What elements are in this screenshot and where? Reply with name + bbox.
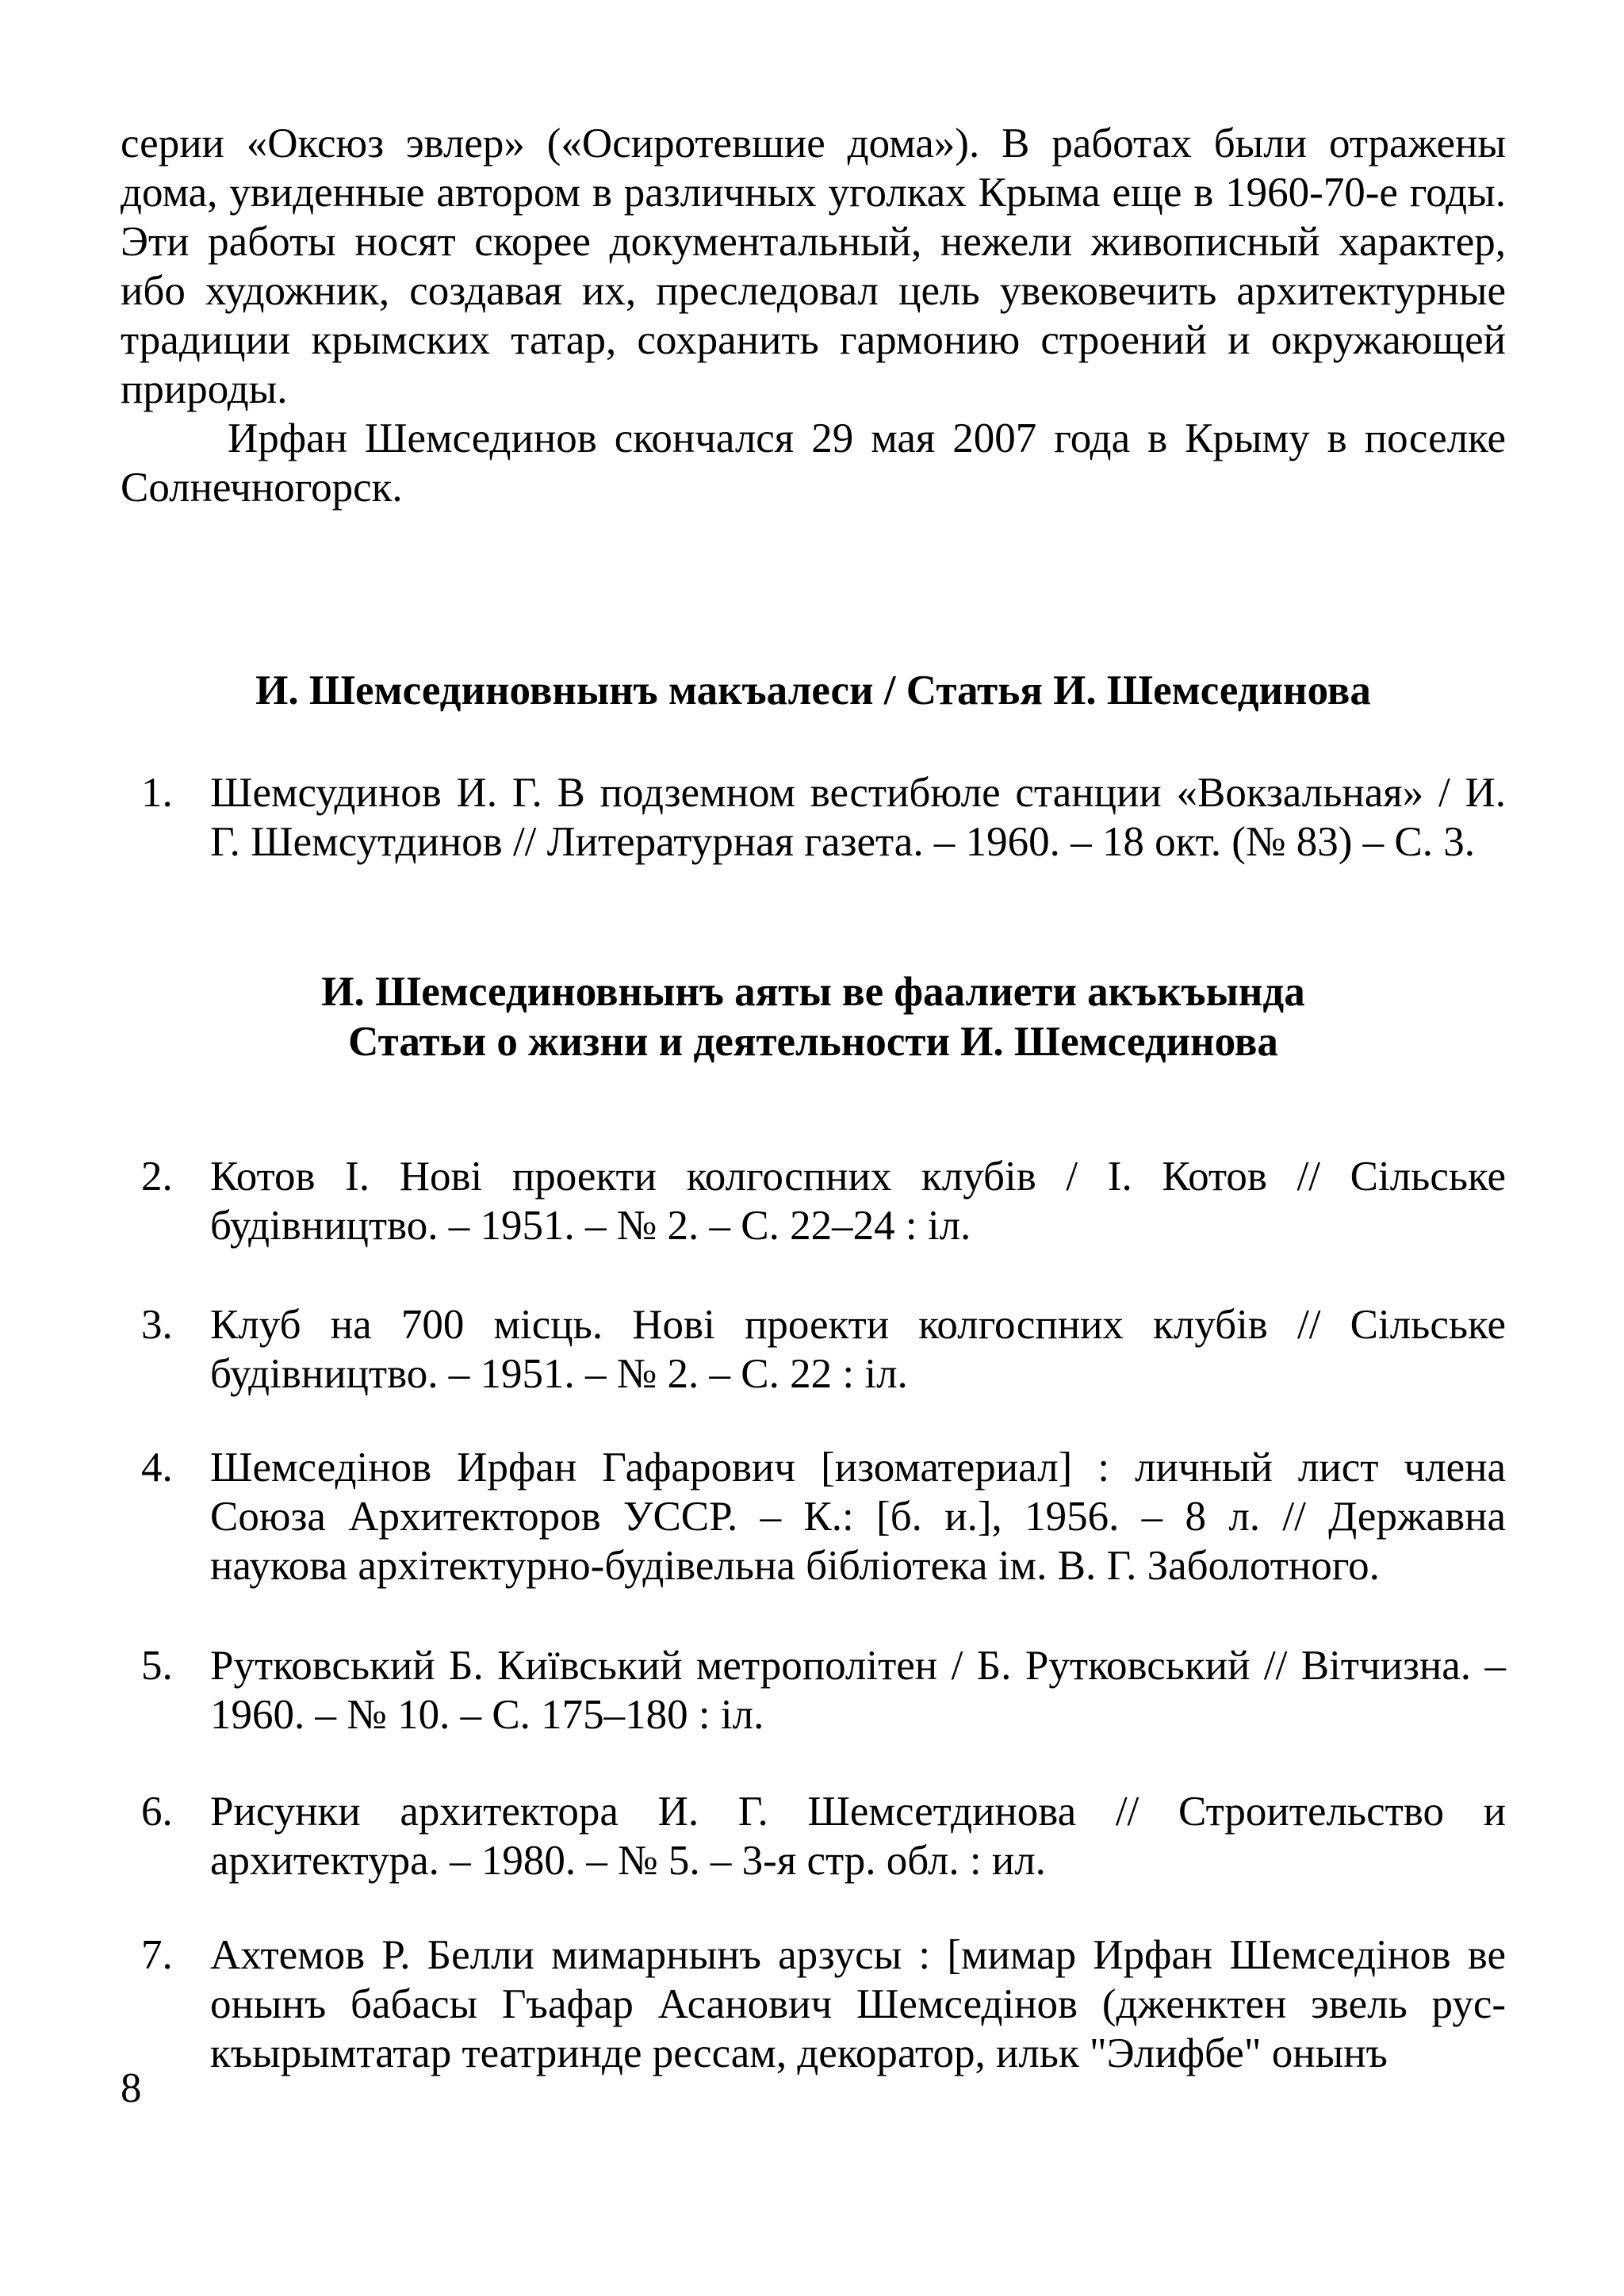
entry-text: Шемседінов Ирфан Гафарович [изоматериал] : личный лист члена Союза Архитекторов УССР. – К.: [б. и.], 1956. – 8 л. // Державна наукова архітектурно-будівельна бібліотека ім. В. Г. Заболотного. [210, 1445, 1506, 1589]
entry-text: Котов І. Нові проекти колгоспних клубів / І. Котов // Сільське будівництво. – 1951. – № 2. – С. 22–24 : іл. [210, 1154, 1506, 1249]
entry-number: 4. [141, 1445, 173, 1490]
entry-text: Рисунки архитектора И. Г. Шемсетдинова // Строительство и архитектура. – 1980. – № 5. – 3-я стр. обл. : ил. [210, 1789, 1506, 1884]
entry-text: Шемсудинов И. Г. В подземном вестибюле станции «Вокзальная» / И. Г. Шемсутдинов // Литературная газета. – 1960. – 18 окт. (№ 83) – С. 3. [210, 770, 1506, 865]
entry-number: 5. [141, 1643, 173, 1689]
intro-text [121, 119, 1506, 512]
entry-text: Рутковський Б. Київський метрополітен / Б. Рутковський // Вітчизна. – 1960. – № 10. – С. 175–180 : іл. [210, 1643, 1506, 1738]
entry-text: Ахтемов Р. Белли мимарнынъ арзусы : [мимар Ирфан Шемседінов ве онынъ бабасы Гъафар Асанович Шемседінов (дженктен эвель рус-къырымтатар театринде рессам, декоратор, ильк "Элифбе" онынъ [210, 1932, 1506, 2076]
bibliography-entry [121, 1641, 1506, 1739]
intro-paragraph: серии «Оксюз эвлер» («Осиротевшие дома»). В работах были отражены дома, увиденные автором в различных уголках Крыма еще в 1960-70-е годы. Эти работы носят скорее документальный, нежели живописный характер, ибо художник, создавая их, преследовал цель увековечить архитектурные традиции крымских татар, сохранить гармонию строений и окружающей природы. [121, 121, 1506, 412]
section-heading-articles-about [121, 967, 1506, 1067]
entry-number: 3. [141, 1302, 173, 1348]
entry-number: 1. [141, 770, 173, 816]
page-number: 8 [121, 2065, 142, 2111]
bibliography-entry [121, 1931, 1506, 2078]
section-heading-line: Статьи о жизни и деятельности И. Шемсединова [348, 1019, 1278, 1065]
entry-number: 2. [141, 1154, 173, 1200]
bibliography-entry [121, 1152, 1506, 1250]
section-heading-line: И. Шемсединовнынъ аяты ве фаалиети акъкъында [321, 969, 1305, 1015]
bibliography-entry [121, 1443, 1506, 1590]
intro-paragraph: Ирфан Шемсединов скончался 29 мая 2007 года в Крыму в поселке Солнечногорск. [121, 415, 1506, 511]
bibliography-entry [121, 768, 1506, 867]
entry-text: Клуб на 700 місць. Нові проекти колгоспних клубів // Сільське будівництво. – 1951. – № 2. – С. 22 : іл. [210, 1302, 1506, 1397]
bibliography-entry [121, 1787, 1506, 1885]
entry-number: 7. [141, 1932, 173, 1978]
bibliography-entry [121, 1300, 1506, 1399]
section-heading-article: И. Шемсединовнынъ макъалеси / Статья И. Шемсединова [255, 668, 1371, 714]
entry-number: 6. [141, 1789, 173, 1835]
